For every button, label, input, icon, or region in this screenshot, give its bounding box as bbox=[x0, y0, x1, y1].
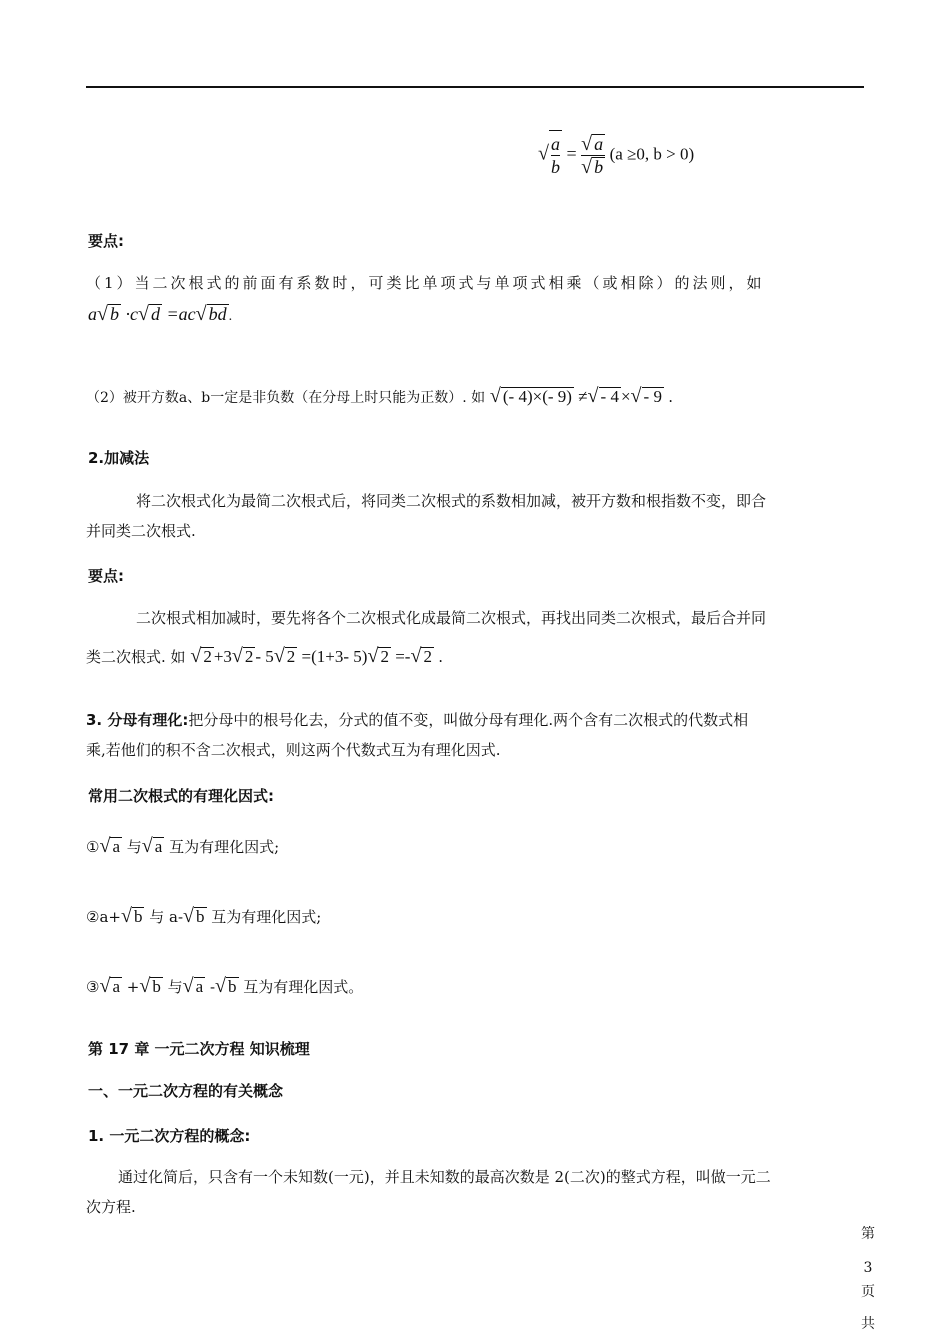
keypoints-title-2: 要点: bbox=[88, 567, 124, 585]
section-2-line-1: 将二次根式化为最简二次根式后，将同类二次根式的系数相加减，被开方数和根指数不变，即合 bbox=[136, 492, 767, 510]
chapter-17-subtitle-2: 1. 一元二次方程的概念: bbox=[88, 1127, 251, 1145]
chapter-17-title: 第 17 章 一元二次方程 知识梳理 bbox=[88, 1040, 310, 1058]
keypoint-2-formula: √ (- 4)×(- 9) ≠√ - 4 ×√ - 9 bbox=[489, 385, 662, 407]
keypoint-2-text: （2）被开方数a、b一定是非负数（在分母上时只能为正数）. 如 √ (- 4)×(- 9) ≠√ - 4 ×√ - 9 . bbox=[86, 385, 673, 407]
like-radicals-formula: √ 2 +3√ 2 - 5√ 2 =(1+3- 5)√ 2 =-√ 2 bbox=[190, 645, 432, 667]
quotient-rule-formula: √ $\frac{a}{b}$ = $\frac{√ a}{√ b}$ (a ≥0, b > 0) bbox=[538, 130, 694, 178]
header-rule bbox=[86, 86, 864, 88]
factor-item-3: ③√ a +√ b 与√ a -√ b 互为有理化因式。 bbox=[86, 975, 364, 997]
section-3-title: 3. 分母有理化: bbox=[86, 711, 189, 729]
keypoint-1-text: （1）当二次根式的前面有系数时，可类比单项式与单项式相乘（或相除）的法则，如 bbox=[86, 274, 765, 292]
section-3-line-2: 乘,若他们的积不含二次根式，则这两个代数式互为有理化因式. bbox=[86, 741, 501, 759]
keypoint-1-formula: a√ b ·c√ d =ac√ bd . bbox=[88, 303, 233, 325]
keypoints-2-line-1: 二次根式相加减时，要先将各个二次根式化成最简二次根式，再找出同类二次根式，最后合并同 bbox=[136, 609, 767, 627]
chapter-17-line-2: 次方程. bbox=[86, 1198, 136, 1216]
chapter-17-line-1: 通过化简后，只含有一个未知数(一元)，并且未知数的最高次数是 2(二次)的整式方程，叫做一元二 bbox=[118, 1168, 771, 1186]
section-2-line-2: 并同类二次根式. bbox=[86, 522, 196, 540]
page-footer: 第 3 页 共 bbox=[861, 1226, 875, 1332]
factors-title: 常用二次根式的有理化因式: bbox=[88, 787, 274, 805]
keypoints-title-1: 要点: bbox=[88, 232, 124, 250]
factor-item-2: ②a+√ b 与 a-√ b 互为有理化因式; bbox=[86, 905, 322, 927]
section-3-line-1: 3. 分母有理化:把分母中的根号化去，分式的值不变，叫做分母有理化.两个含有二次根式的代数式相 bbox=[86, 711, 749, 729]
factor-item-1: ①√ a 与√ a 互为有理化因式; bbox=[86, 835, 280, 857]
chapter-17-subtitle-1: 一、一元二次方程的有关概念 bbox=[88, 1082, 284, 1100]
section-2-title: 2.加减法 bbox=[88, 449, 150, 467]
keypoints-2-line-2: 类二次根式. 如 √ 2 +3√ 2 - 5√ 2 =(1+3- 5)√ 2 =-√ 2 . bbox=[86, 645, 443, 667]
